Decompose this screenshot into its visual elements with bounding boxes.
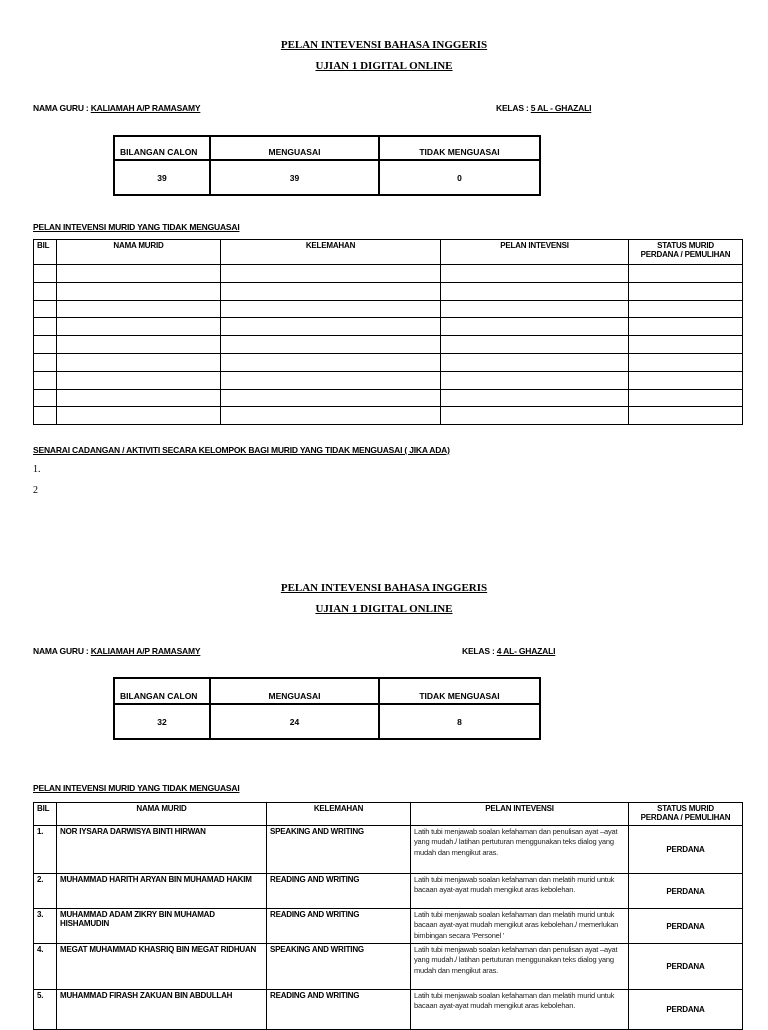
summary-value: 39 (210, 160, 379, 195)
col-header-status (629, 803, 743, 826)
summary-value: 32 (114, 704, 210, 739)
row-status: PERDANA (629, 826, 743, 874)
guru-line (33, 646, 200, 656)
col-header-nama: NAMA MURID (57, 240, 221, 265)
row-pelan: Latih tubi menjawab soalan kefahaman dan penulisan ayat –ayat yang mudah./ latihan pertuturan menggunakan teks dialog yang mudah dan mengikut aras. (411, 944, 629, 990)
kelas-value: 5 AL - GHAZALI (530, 103, 592, 113)
row-bil: 1. (34, 826, 57, 874)
doc-title: PELAN INTEVENSI BAHASA INGGERIS (280, 39, 488, 51)
col-header-status-line1: STATUS MURID (657, 804, 714, 813)
kelas-label: KELAS : (496, 103, 529, 113)
table-row (34, 282, 743, 300)
col-header-kelemahan: KELEMAHAN (267, 803, 411, 826)
guru-label: NAMA GURU : (33, 103, 89, 113)
doc-subtitle: UJIAN 1 DIGITAL ONLINE (315, 603, 453, 615)
summary-value: 8 (379, 704, 540, 739)
summary-header: MENGUASAI (210, 678, 379, 704)
table-heading (33, 222, 239, 232)
table-row (34, 407, 743, 425)
row-bil: 2. (34, 874, 57, 909)
col-header-bil: BIL (34, 803, 57, 826)
col-header-pelan: PELAN INTEVENSI (411, 803, 629, 826)
table-row (34, 265, 743, 283)
kelas-value: 4 AL- GHAZALI (496, 646, 556, 656)
kelas-line (462, 646, 555, 656)
row-kelemahan: READING AND WRITING (267, 990, 411, 1030)
row-status: PERDANA (629, 909, 743, 944)
table-row (34, 874, 743, 909)
row-pelan: Latih tubi menjawab soalan kefahaman dan melatih murid untuk bacaan ayat-ayat mudah mengikut aras kebolehan. (411, 874, 629, 909)
guru-label: NAMA GURU : (33, 646, 89, 656)
row-bil: 4. (34, 944, 57, 990)
list-heading (33, 445, 450, 455)
col-header-nama: NAMA MURID (57, 803, 267, 826)
summary-value: 24 (210, 704, 379, 739)
guru-name: KALIAMAH A/P RAMASAMY (90, 103, 201, 113)
list-heading-text: SENARAI CADANGAN / AKTIVITI SECARA KELOMPOK BAGI MURID YANG TIDAK MENGUASAI ( JIKA ADA) (33, 445, 450, 455)
row-bil: 3. (34, 909, 57, 944)
summary-table (113, 677, 541, 740)
col-header-pelan: PELAN INTEVENSI (441, 240, 629, 265)
kelas-line (496, 103, 591, 113)
row-nama: MUHAMMAD HARITH ARYAN BIN MUHAMAD HAKIM (57, 874, 267, 909)
list-item: 1. (33, 464, 41, 475)
summary-header: MENGUASAI (210, 136, 379, 160)
summary-header: BILANGAN CALON (114, 136, 210, 160)
summary-table (113, 135, 541, 196)
kelas-label: KELAS : (462, 646, 495, 656)
row-bil: 5. (34, 990, 57, 1030)
table-row (34, 389, 743, 407)
table-row (34, 336, 743, 354)
row-nama: MUHAMMAD FIRASH ZAKUAN BIN ABDULLAH (57, 990, 267, 1030)
guru-line (33, 103, 200, 113)
doc-title: PELAN INTEVENSI BAHASA INGGERIS (280, 582, 488, 594)
summary-value: 39 (114, 160, 210, 195)
col-header-status-line2: PERDANA / PEMULIHAN (640, 250, 731, 259)
list-item: 2 (33, 485, 38, 496)
table-heading (33, 783, 239, 793)
col-header-status-line1: STATUS MURID (657, 241, 714, 250)
intervention-table (33, 239, 743, 425)
summary-header: TIDAK MENGUASAI (379, 136, 540, 160)
row-nama: MEGAT MUHAMMAD KHASRIQ BIN MEGAT RIDHUAN (57, 944, 267, 990)
row-kelemahan: SPEAKING AND WRITING (267, 826, 411, 874)
table-row (34, 944, 743, 990)
row-status: PERDANA (629, 874, 743, 909)
table-row (34, 909, 743, 944)
guru-name: KALIAMAH A/P RAMASAMY (90, 646, 201, 656)
summary-value: 0 (379, 160, 540, 195)
row-pelan: Latih tubi menjawab soalan kefahaman dan melatih murid untuk bacaan ayat-ayat mudah mengikut aras kebolehan. (411, 990, 629, 1030)
table-heading-text: PELAN INTEVENSI MURID YANG TIDAK MENGUASAI (33, 222, 240, 232)
doc-subtitle: UJIAN 1 DIGITAL ONLINE (315, 60, 453, 72)
row-kelemahan: READING AND WRITING (267, 874, 411, 909)
table-row (34, 371, 743, 389)
col-header-status (629, 240, 743, 265)
row-nama: MUHAMMAD ADAM ZIKRY BIN MUHAMAD HISHAMUDIN (57, 909, 267, 944)
row-kelemahan: READING AND WRITING (267, 909, 411, 944)
intervention-table (33, 802, 743, 1030)
table-row (34, 318, 743, 336)
row-status: PERDANA (629, 990, 743, 1030)
table-row (34, 826, 743, 874)
summary-header: TIDAK MENGUASAI (379, 678, 540, 704)
table-row (34, 353, 743, 371)
table-heading-text: PELAN INTEVENSI MURID YANG TIDAK MENGUASAI (33, 783, 240, 793)
table-row (34, 300, 743, 318)
row-nama: NOR IYSARA DARWISYA BINTI HIRWAN (57, 826, 267, 874)
summary-header: BILANGAN CALON (114, 678, 210, 704)
col-header-bil: BIL (34, 240, 57, 265)
col-header-kelemahan: KELEMAHAN (221, 240, 441, 265)
row-kelemahan: SPEAKING AND WRITING (267, 944, 411, 990)
row-status: PERDANA (629, 944, 743, 990)
col-header-status-line2: PERDANA / PEMULIHAN (640, 813, 731, 822)
row-pelan: Latih tubi menjawab soalan kefahaman dan penulisan ayat –ayat yang mudah./ latihan pertuturan menggunakan teks dialog yang mudah dan mengikut aras. (411, 826, 629, 874)
row-pelan: Latih tubi menjawab soalan kefahaman dan melatih murid untuk bacaan ayat-ayat mudah mengikut aras kebolehan./ memerlukan bimbingan secara 'Personel ' (411, 909, 629, 944)
